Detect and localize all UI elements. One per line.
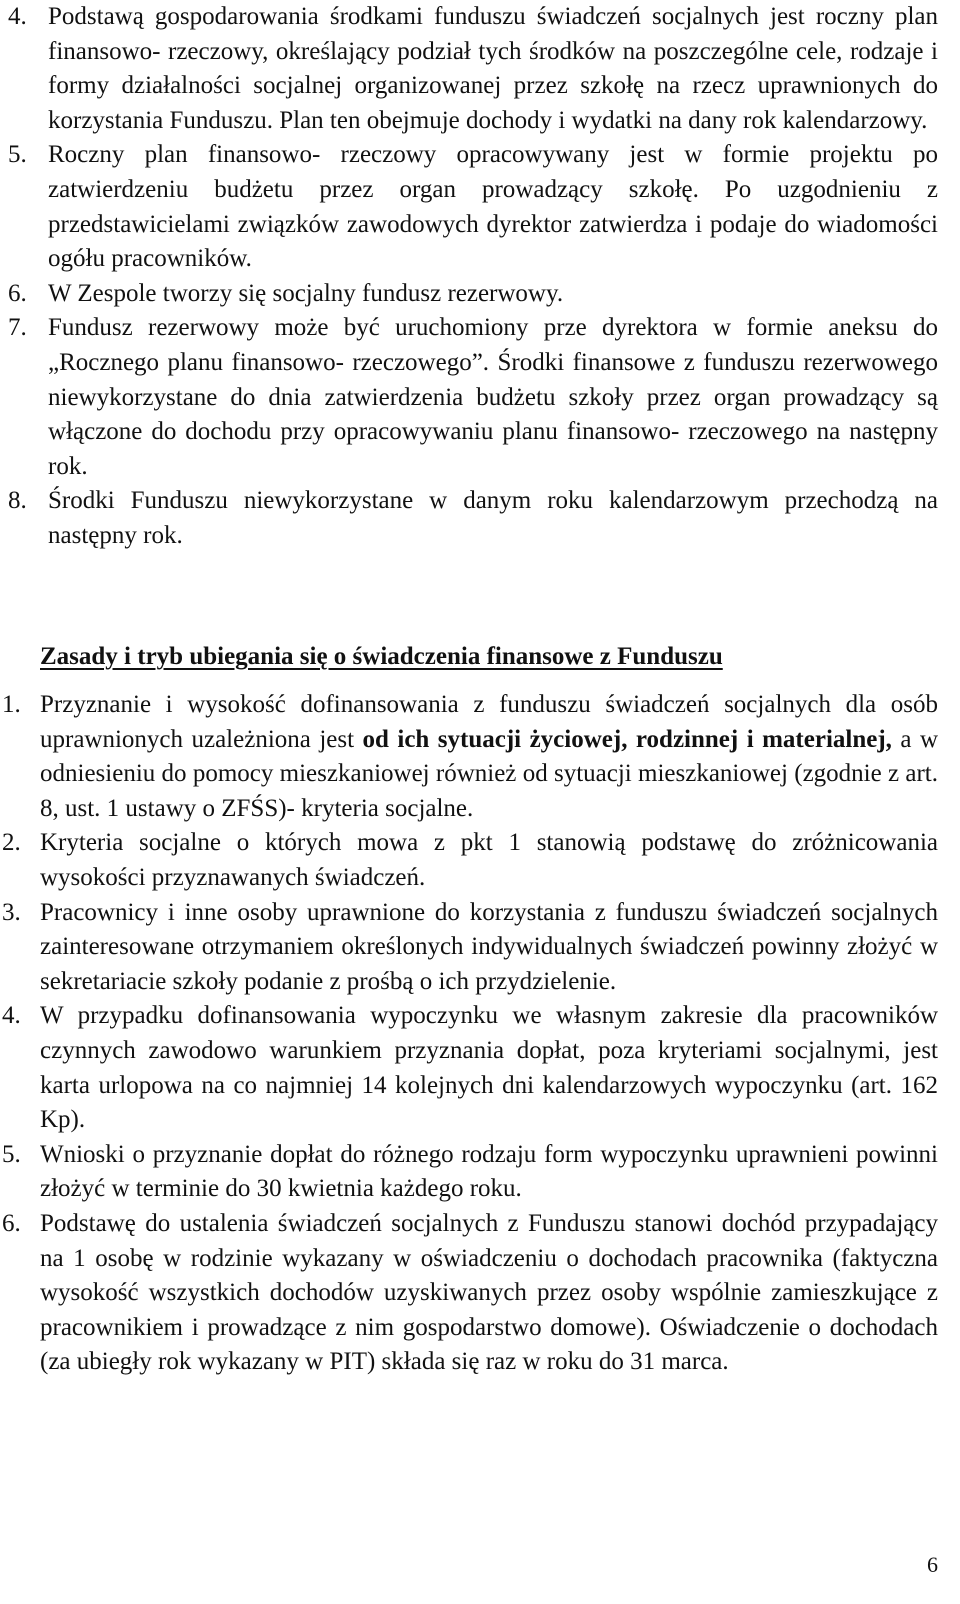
list-item-text: Środki Funduszu niewykorzystane w danym roku kalendarzowym przechodzą na następny rok. — [48, 487, 938, 549]
list-item — [2, 1138, 938, 1207]
list-item — [2, 826, 938, 895]
list-item — [8, 277, 938, 312]
list-item-number: 1. — [2, 691, 21, 718]
list-item — [8, 484, 938, 553]
list-item — [2, 896, 938, 1000]
list-item-text — [40, 688, 938, 826]
list-item-text: Roczny plan finansowo- rzeczowy opracowywany jest w formie projektu po zatwierdzeniu budżetu przez organ prowadzący szkołę. Po uzgodnieniu z przedstawicielami związków zawodowych dyrektor zatwierdza i podaje do wiadomości ogółu pracowników. — [48, 141, 938, 273]
list-item-text: Fundusz rezerwowy może być uruchomiony prze dyrektora w formie aneksu do „Rocznego planu finansowo- rzeczowego”. Środki finansowe z funduszu rezerwowego niewykorzystane do dnia zatwierdzenia budżetu szkoły przez organ prowadzący są włączone do dochodu przy opracowywaniu planu finansowo- rzeczowego na następny rok. — [48, 314, 938, 480]
list-item-number: 6. — [8, 279, 27, 307]
regulation-list-bottom — [2, 688, 938, 1380]
list-item-number: 2. — [2, 829, 21, 857]
list-item-number: 3. — [2, 898, 21, 926]
list-item-number: 4. — [8, 3, 27, 30]
list-item-number: 6. — [2, 1209, 21, 1237]
list-item-text: W Zespole tworzy się socjalny fundusz rezerwowy. — [48, 279, 564, 307]
list-item-bold-text: od ich sytuacji życiowej, rodzinnej i materialnej, — [362, 725, 892, 753]
list-item-number: 7. — [8, 314, 27, 342]
list-item-text: W przypadku dofinansowania wypoczynku we własnym zakresie dla pracowników czynnych zawodowo warunkiem przyznania dopłat, poza kryteriami socjalnymi, jest karta urlopowa na co najmniej 14 kolejnych dni kalendarzowych wypoczynku (art. 162 Kp). — [40, 1002, 938, 1134]
list-item-text-after: a w odniesieniu do pomocy mieszkaniowej również od sytuacji mieszkaniowej (zgodnie z art. 8, ust. 1 ustawy o ZFŚS)- kryteria socjalne. — [40, 725, 939, 822]
page-number: 6 — [927, 1552, 938, 1577]
list-item-number: 5. — [8, 141, 27, 169]
list-item-text: Wnioski o przyznanie dopłat do różnego rodzaju form wypoczynku uprawnieni powinni złożyć w terminie do 30 kwietnia każdego roku. — [40, 1140, 938, 1203]
section-heading: Zasady i tryb ubiegania się o świadczenia finansowe z Funduszu — [40, 642, 723, 670]
list-item — [8, 138, 938, 276]
list-item-text: Podstawę do ustalenia świadczeń socjalnych z Funduszu stanowi dochód przypadający na 1 osobę w rodzinie wykazany w oświadczeniu o dochodach pracownika (faktyczna wysokość wszystkich dochodów uzyskiwanych przez osoby wspólnie zamieszkujące z pracownikiem i prowadzące z nim gospodarstwo domowe). Oświadczenie o dochodach (za ubiegły rok wykazany w PIT) składa się raz w roku do 31 marca. — [40, 1209, 938, 1376]
list-item — [8, 311, 938, 484]
list-item-text: Kryteria socjalne o których mowa z pkt 1 stanowią podstawę do zróżnicowania wysokości przyznawanych świadczeń. — [40, 829, 938, 891]
list-item-number: 4. — [2, 1002, 21, 1030]
list-item-text: Pracownicy i inne osoby uprawnione do korzystania z funduszu świadczeń socjalnych zainteresowane otrzymaniem określonych indywidualnych świadczeń powinny złożyć w sekretariacie szkoły podanie z prośbą o ich przydzielenie. — [40, 898, 938, 995]
list-item — [2, 1207, 938, 1380]
list-item-number: 5. — [2, 1140, 21, 1168]
list-item-number: 8. — [8, 487, 27, 515]
regulation-list-top — [8, 0, 938, 554]
list-item — [2, 688, 938, 826]
list-item-text-before: Przyznanie i wysokość dofinansowania z funduszu świadczeń socjalnych dla osób uprawnionych uzależniona jest — [40, 691, 938, 753]
list-item — [2, 999, 938, 1137]
list-item-text: Podstawą gospodarowania środkami funduszu świadczeń socjalnych jest roczny plan finansowo- rzeczowy, określający podział tych środków na poszczególne cele, rodzaje i formy działalności socjalnej organizowanej przez szkołę na rzecz uprawnionych do korzystania Funduszu. Plan ten obejmuje dochody i wydatki na dany rok kalendarzowy. — [48, 3, 938, 134]
list-item — [8, 0, 938, 138]
